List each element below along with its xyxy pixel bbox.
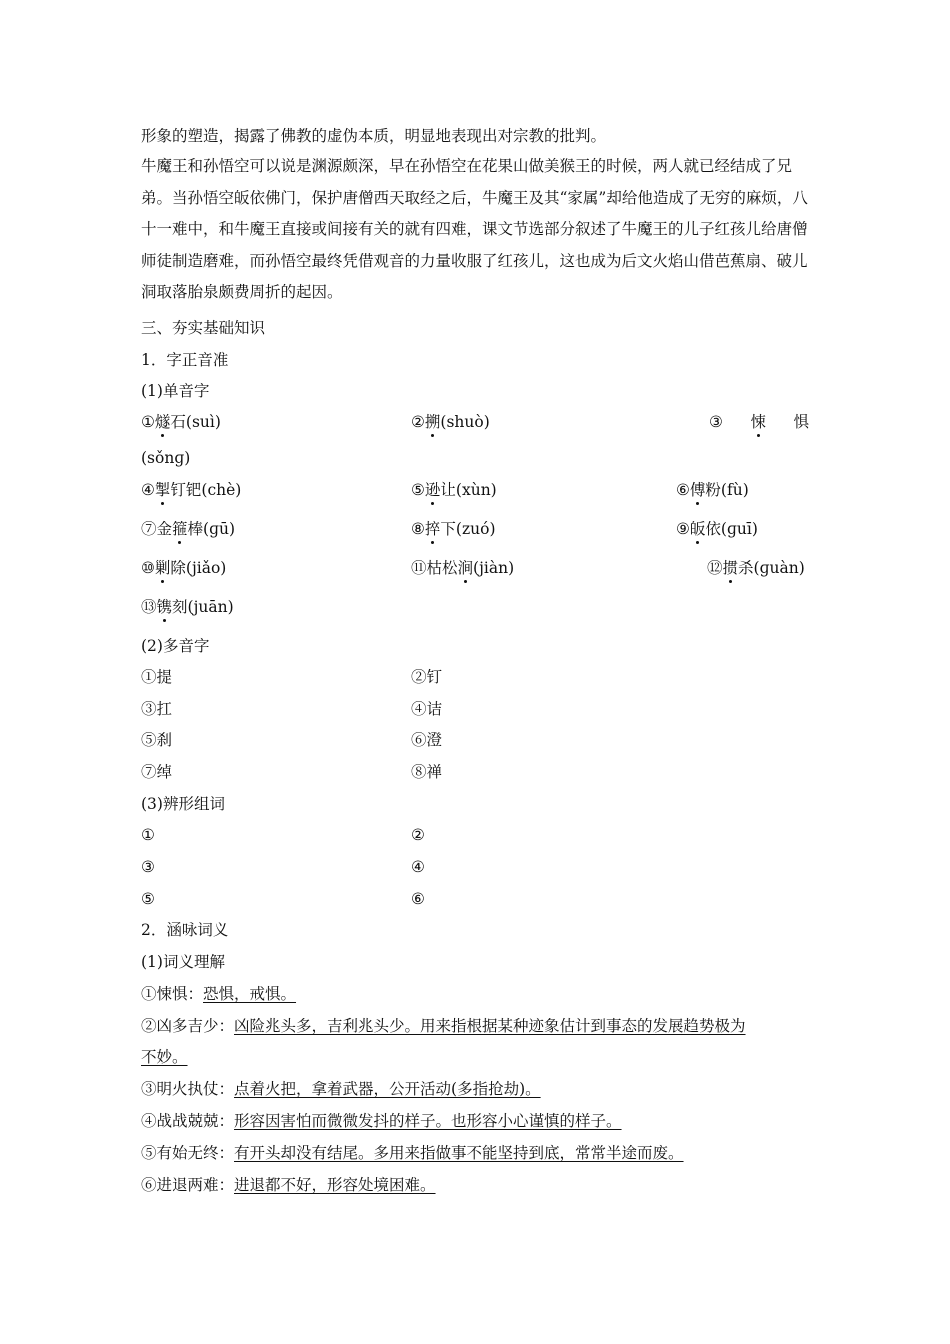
single-item-6: ⑥傅粉(fù) <box>676 481 749 499</box>
section-heading: 三、夯实基础知识 <box>141 319 266 337</box>
single-item-12: ⑫掼杀(ɡuàn) <box>707 559 805 577</box>
intro-paragraph-1: 形象的塑造，揭露了佛教的虚伪本质，明显地表现出对宗教的批判。 <box>141 127 607 145</box>
meaning-item-1: ①悚惧：恐惧，戒惧。 <box>141 985 297 1003</box>
single-item-8: ⑧捽下(zuó) <box>411 520 496 538</box>
multi-item-1: ①提 <box>141 668 173 686</box>
multi-reading-heading: (2)多音字 <box>141 637 210 655</box>
single-item-7: ⑦金箍棒(ɡū) <box>141 520 236 538</box>
multi-item-3: ③扛 <box>141 700 173 718</box>
part2-heading: 2．涵咏词义 <box>141 921 229 939</box>
shape-item-6: ⑥ <box>411 890 425 908</box>
meaning-item-5: ⑤有始无终：有开头却没有结尾。多用来指做事不能坚持到底，常常半途而废。 <box>141 1144 684 1162</box>
shape-item-2: ② <box>411 826 425 844</box>
shape-item-4: ④ <box>411 858 425 876</box>
shape-item-1: ① <box>141 826 155 844</box>
multi-item-6: ⑥澄 <box>411 731 443 749</box>
single-item-3: ③ 悚 惧 <box>709 413 809 431</box>
single-item-13: ⑬镌刻(juān) <box>141 598 234 616</box>
meaning-heading: (1)词义理解 <box>141 953 225 971</box>
single-reading-heading: (1)单音字 <box>141 382 210 400</box>
multi-item-5: ⑤刹 <box>141 731 173 749</box>
shape-heading: (3)辨形组词 <box>141 795 225 813</box>
single-item-9: ⑨皈依(ɡuī) <box>676 520 758 538</box>
multi-item-8: ⑧禅 <box>411 763 443 781</box>
meaning-item-6: ⑥进退两难：进退都不好，形容处境困难。 <box>141 1176 436 1194</box>
intro-paragraph-2: 牛魔王和孙悟空可以说是渊源颇深，早在孙悟空在花果山做美猴王的时候，两人就已经结成了兄弟。当孙悟空皈依佛门，保护唐僧西天取经之后，牛魔王及其“家属”却给他造成了无穷的麻烦，八十一难中，和牛魔王直接或间接有关的就有四难，课文节选部分叙述了牛魔王的儿子红孩儿给唐僧师徒制造磨难，而孙悟空最终凭借观音的力量收服了红孩儿，这也成为后文火焰山借芭蕉扇、破儿洞取落胎泉颇费周折的起因。 <box>141 157 808 301</box>
multi-item-7: ⑦绰 <box>141 763 173 781</box>
shape-item-3: ③ <box>141 858 155 876</box>
meaning-item-4: ④战战兢兢：形容因害怕而微微发抖的样子。也形容小心谨慎的样子。 <box>141 1112 622 1130</box>
multi-item-2: ②钉 <box>411 668 443 686</box>
meaning-item-2-cont: 不妙。 <box>141 1048 188 1066</box>
single-item-2: ②搠(shuò) <box>411 413 490 431</box>
multi-item-4: ④诘 <box>411 700 443 718</box>
single-item-1: ①燧石(suì) <box>141 413 221 431</box>
single-item-10: ⑩剿除(jiǎo) <box>141 559 227 577</box>
meaning-item-2: ②凶多吉少：凶险兆头多，吉利兆头少。用来指根据某种迹象估计到事态的发展趋势极为 <box>141 1017 746 1035</box>
meaning-item-3: ③明火执仗：点着火把，拿着武器，公开活动(多指抢劫)。 <box>141 1080 541 1098</box>
single-item-3-pinyin: (sǒnɡ) <box>141 449 191 467</box>
shape-item-5: ⑤ <box>141 890 155 908</box>
single-item-4: ④掣钉钯(chè) <box>141 481 242 499</box>
single-item-11: ⑪枯松涧(jiàn) <box>411 559 515 577</box>
single-item-5: ⑤逊让(xùn) <box>411 481 497 499</box>
part1-heading: 1．字正音准 <box>141 351 229 369</box>
